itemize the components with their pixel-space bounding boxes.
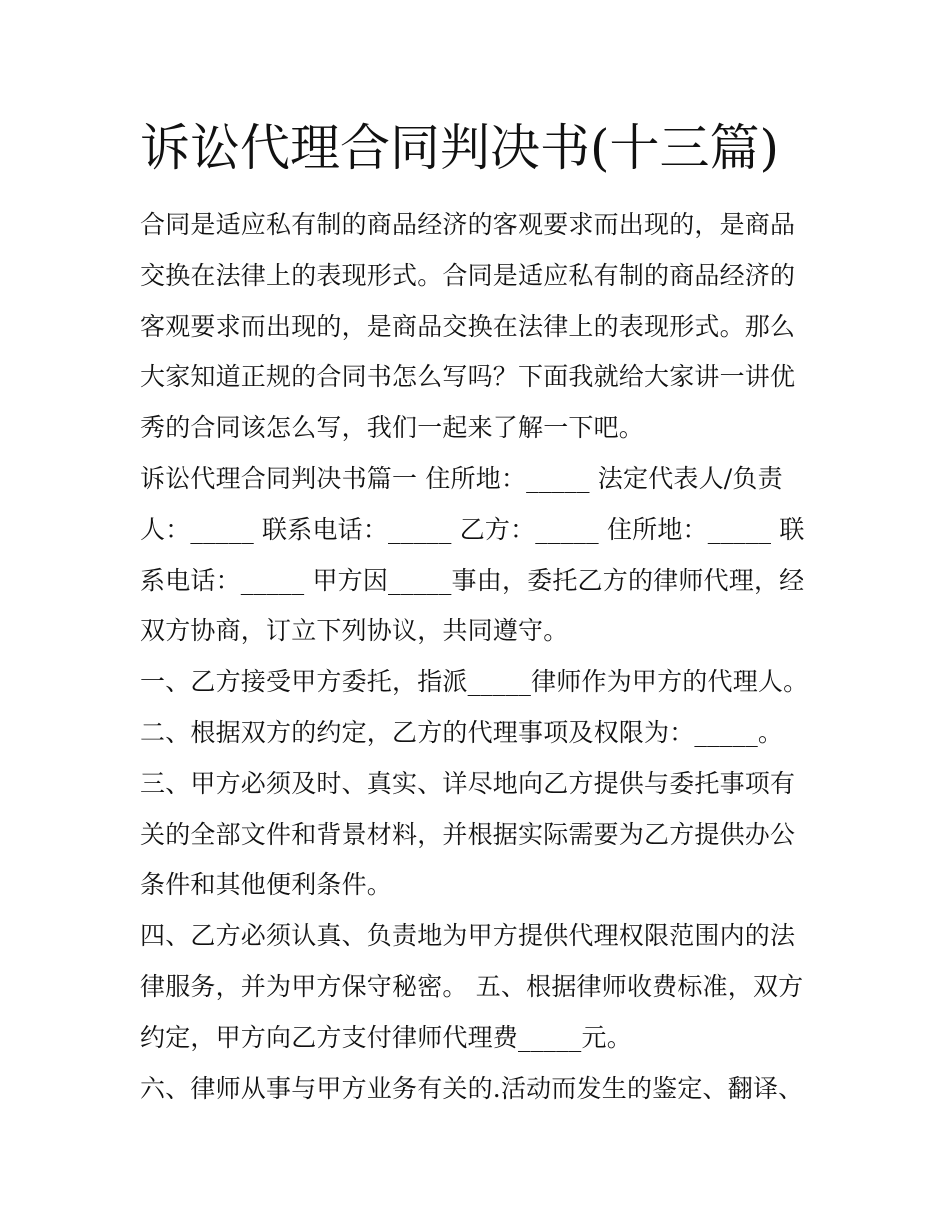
clause-two: 二、根据双方的约定，乙方的代理事项及权限为：_____。 <box>140 717 784 747</box>
document-body <box>140 112 820 1114</box>
intro-paragraph: 合同是适应私有制的商品经济的客观要求而出现的，是商品交换在法律上的表现形式。合同是适应私有制的商品经济的客观要求而出现的，是商品交换在法律上的表现形式。那么大家知道正规的合同书怎么写吗？下面我就给大家讲一讲优秀的合同该怎么写，我们一起来了解一下吧。 <box>140 210 796 443</box>
clause-three: 三、甲方必须及时、真实、详尽地向乙方提供与委托事项有关的全部文件和背景材料，并根据实际需要为乙方提供办公条件和其他便利条件。 <box>140 768 796 900</box>
document-title: 诉讼代理合同判决书(十三篇) <box>140 119 780 177</box>
clause-one: 一、乙方接受甲方委托，指派_____律师作为甲方的代理人。 <box>140 667 809 697</box>
contract-parties-paragraph: 诉讼代理合同判决书篇一 住所地：_____ 法定代表人/负责人：_____ 联系电话：_____ 乙方：_____ 住所地：_____ 联系电话：_____ 甲方因_____事由，委托乙方的律师代理，经双方协商，订立下列协议，共同遵守。 <box>140 463 805 646</box>
clause-four-five: 四、乙方必须认真、负责地为甲方提供代理权限范围内的法律服务，并为甲方保守秘密。 五、根据律师收费标准，双方约定，甲方向乙方支付律师代理费_____元。 <box>140 921 804 1052</box>
clause-six: 六、律师从事与甲方业务有关的.活动而发生的鉴定、翻译、 <box>140 1073 804 1103</box>
